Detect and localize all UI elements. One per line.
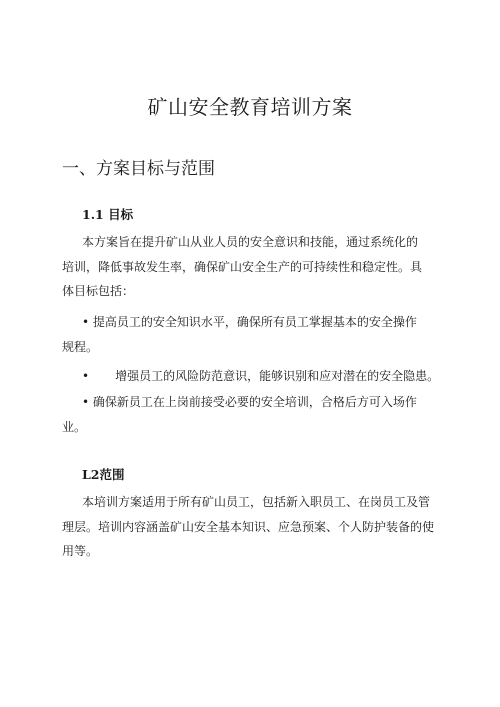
bullet-line: 规程。 bbox=[62, 339, 99, 354]
paragraph-line: 本培训方案适用于所有矿山员工，包括新入职员工、在岗员工及管 bbox=[82, 495, 431, 509]
bullet-mark: • bbox=[82, 369, 90, 383]
bullet-line bbox=[62, 364, 454, 389]
bullet-text: 增强员工的风险防范意识，能够识别和应对潜在的安全隐患。 bbox=[115, 369, 440, 383]
paragraph-line: 体目标包括： bbox=[62, 284, 135, 298]
subsection-heading-goal: 1.1 目标 bbox=[82, 207, 134, 222]
paragraph-line: 理层。培训内容涵盖矿山安全基本知识、应急预案、个人防护装备的使 bbox=[62, 519, 435, 534]
bullet-line: • 提高员工的安全知识水平，确保所有员工掌握基本的安全操作 bbox=[82, 315, 417, 329]
goal-intro-paragraph bbox=[62, 230, 454, 304]
section-heading-goals-scope: 一、方案目标与范围 bbox=[62, 159, 215, 179]
bullet-line: • 确保新员工在上岗前接受必要的安全培训，合格后方可入场作 bbox=[82, 395, 417, 409]
goal-bullet-3 bbox=[62, 390, 454, 439]
paragraph-line: 本方案旨在提升矿山从业人员的安全意识和技能，通过系统化的 bbox=[82, 235, 419, 249]
goal-bullet-1 bbox=[62, 310, 454, 359]
subsection-heading-scope: L2范围 bbox=[82, 467, 125, 482]
document-title: 矿山安全教育培训方案 bbox=[147, 95, 353, 119]
paragraph-line: 用等。 bbox=[62, 544, 99, 558]
bullet-line: 业。 bbox=[62, 419, 87, 434]
paragraph-line: 培训，降低事故发生率，确保矿山安全生产的可持续性和稳定性。具 bbox=[62, 259, 423, 274]
goal-bullet-2 bbox=[62, 364, 454, 389]
scope-paragraph bbox=[62, 490, 454, 564]
